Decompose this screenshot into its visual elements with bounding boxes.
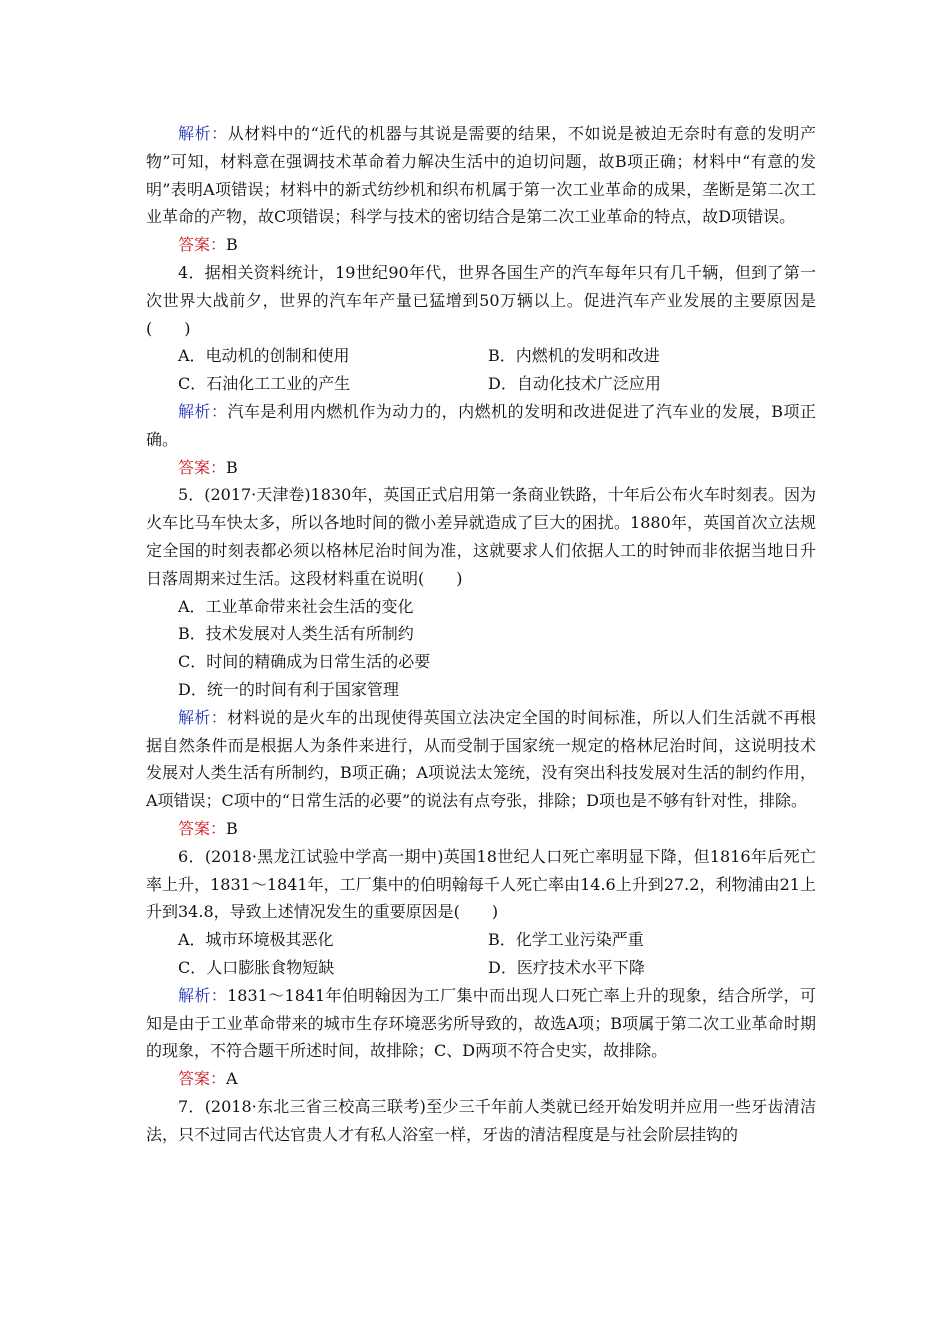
analysis-label: 解析： [178, 985, 228, 1005]
q4-stem: 4．据相关资料统计，19世纪90年代，世界各国生产的汽车每年只有几千辆，但到了第一次世界大战前夕，世界的汽车年产量已猛增到50万辆以上。促进汽车产业发展的主要原因是( ) [146, 262, 816, 338]
q3-answer [146, 231, 816, 259]
analysis-label: 解析： [178, 707, 228, 727]
q4-option-c: C．石油化工工业的产生 [178, 374, 351, 394]
q5-analysis [146, 704, 816, 815]
q4-options-row-2 [146, 370, 816, 398]
q6-answer [146, 1065, 816, 1093]
q6-option-a: A．城市环境极其恶化 [178, 930, 334, 950]
q5-option-a: A．工业革命带来社会生活的变化 [178, 596, 414, 616]
q4-option-a: A．电动机的创制和使用 [178, 346, 350, 366]
q3-analysis-text: 从材料中的“近代的机器与其说是需要的结果，不如说是被迫无奈时有意的发明产物”可知，材料意在强调技术革命着力解决生活中的迫切问题，故B项正确；材料中“有意的发明”表明A项错误；材料中的新式纺纱机和织布机属于第一次工业革命的成果，垄断是第二次工业革命的产物，故C项错误；科学与技术的密切结合是第二次工业革命的特点，故D项错误。 [146, 124, 816, 227]
analysis-label: 解析： [178, 401, 228, 421]
q4-analysis-text: 汽车是利用内燃机作为动力的，内燃机的发明和改进促进了汽车业的发展，B项正确。 [146, 401, 816, 449]
q5-answer-text: B [226, 818, 238, 838]
q4-option-d: D．自动化技术广泛应用 [488, 374, 661, 394]
q5-option-d: D．统一的时间有利于国家管理 [178, 679, 399, 699]
answer-label: 答案： [178, 1069, 227, 1089]
q5-option-b: B．技术发展对人类生活有所制约 [178, 624, 414, 644]
answer-label: 答案： [178, 818, 227, 838]
q6-options-row-1 [146, 926, 816, 954]
q4-answer-text: B [226, 457, 238, 477]
q6-option-b: B．化学工业污染严重 [488, 930, 644, 950]
analysis-label: 解析： [178, 124, 228, 143]
q6-answer-text: A [226, 1069, 238, 1089]
q5-option-c: C．时间的精确成为日常生活的必要 [178, 652, 431, 672]
q6-analysis-text: 1831～1841年伯明翰因为工厂集中而出现人口死亡率上升的现象，结合所学，可知是由于工业革命带来的城市生存环境恶劣所导致的，故选A项；B项属于第二次工业革命时期的现象，不符合题干所述时间，故排除；C、D两项不符合史实，故排除。 [146, 985, 816, 1061]
answer-label: 答案： [178, 457, 227, 477]
q4-options-row-1 [146, 342, 816, 370]
q4-option-b: B．内燃机的发明和改进 [488, 346, 660, 366]
q6-options-row-2 [146, 954, 816, 982]
q4-analysis [146, 398, 816, 454]
q5-stem: 5．(2017·天津卷)1830年，英国正式启用第一条商业铁路，十年后公布火车时刻表。因为火车比马车快太多，所以各地时间的微小差异就造成了巨大的困扰。1880年，英国首次立法规定全国的时刻表都必须以格林尼治时间为准，这就要求人们依据人工的时钟而非依据当地日升日落周期来过生活。这段材料重在说明( ) [146, 485, 816, 588]
answer-label: 答案： [178, 235, 227, 255]
q5-answer [146, 815, 816, 843]
q6-stem: 6．(2018·黑龙江试验中学高一期中)英国18世纪人口死亡率明显下降，但1816年后死亡率上升，1831～1841年，工厂集中的伯明翰每千人死亡率由14.6上升到27.2，利物浦由21上升到34.8，导致上述情况发生的重要原因是( ) [146, 846, 816, 922]
q4-answer [146, 454, 816, 482]
q3-analysis [146, 120, 816, 231]
q7-stem: 7．(2018·东北三省三校高三联考)至少三千年前人类就已经开始发明并应用一些牙齿清洁法，只不过同古代达官贵人才有私人浴室一样，牙齿的清洁程度是与社会阶层挂钩的 [146, 1096, 816, 1144]
q6-option-d: D．医疗技术水平下降 [488, 957, 645, 977]
q6-analysis [146, 982, 816, 1065]
q5-analysis-text: 材料说的是火车的出现使得英国立法决定全国的时间标准，所以人们生活就不再根据自然条件而是根据人为条件来进行，从而受制于国家统一规定的格林尼治时间，这说明技术发展对人类生活有所制约，B项正确；A项说法太笼统，没有突出科技发展对生活的制约作用，A项错误；C项中的“日常生活的必要”的说法有点夸张，排除；D项也是不够有针对性，排除。 [146, 707, 816, 811]
q6-option-c: C．人口膨胀食物短缺 [178, 957, 335, 977]
content [146, 120, 816, 1148]
q3-answer-text: B [226, 235, 238, 255]
